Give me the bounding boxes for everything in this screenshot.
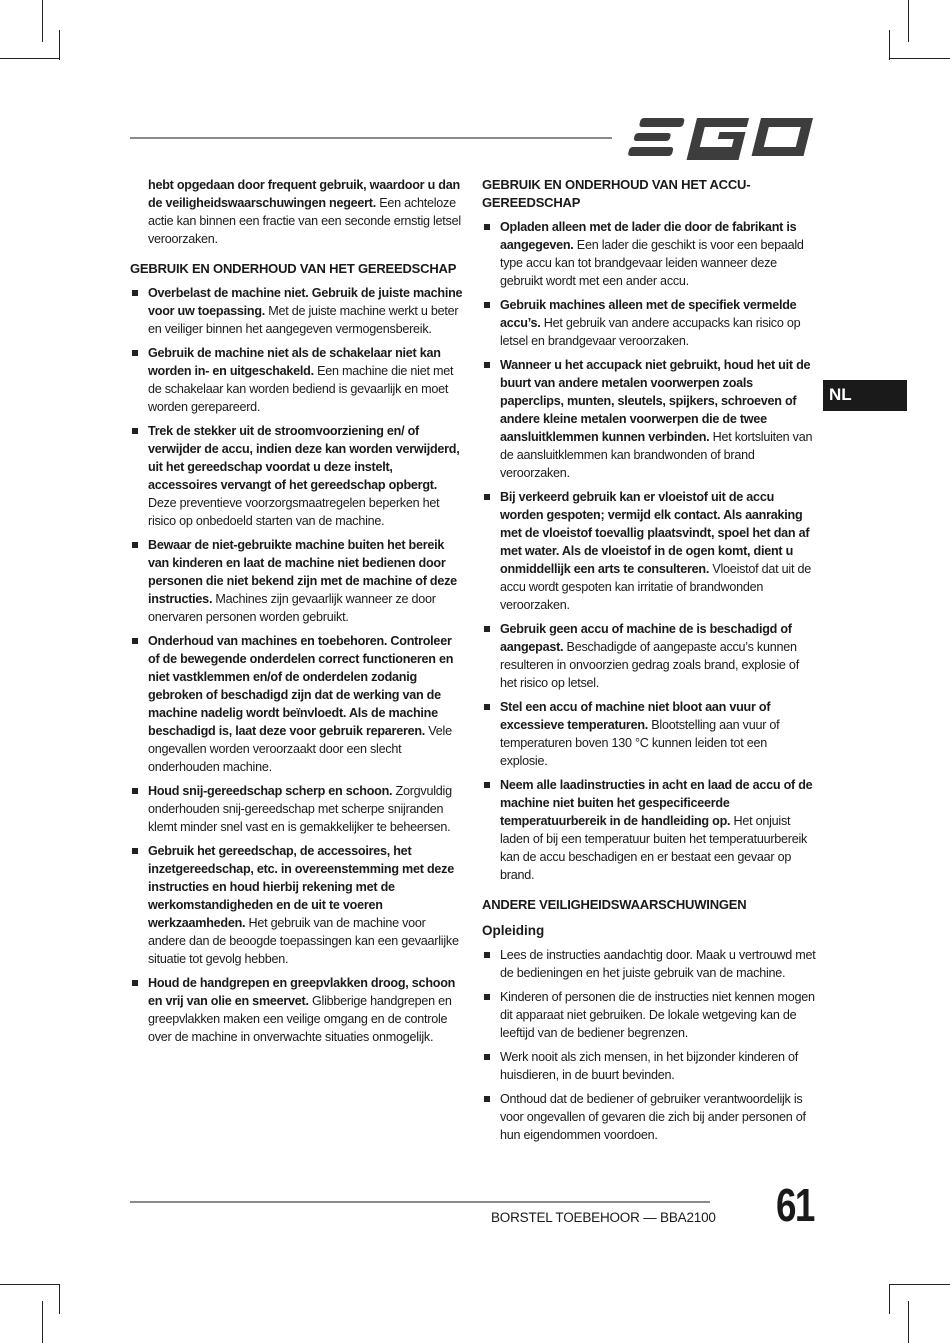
item-text: Een lader die geschikt is voor een bepaald type accu kan tot brandgevaar leiden wanneer deze gebruikt wordt met een ander accu. [500, 238, 804, 288]
list-item [130, 422, 464, 530]
list-item [482, 1090, 816, 1144]
crop-mark [908, 0, 909, 42]
crop-mark [59, 1284, 60, 1314]
list-item [482, 218, 816, 290]
list-item [482, 620, 816, 692]
crop-mark [908, 1284, 950, 1285]
list-item [482, 1048, 816, 1084]
header-rule [130, 137, 612, 139]
item-bold: Bij verkeerd gebruik kan er vloeistof uit de accu worden gespoten; vermijd elk contact. Als aanraking met de vloeistof toevallig plaatsvindt, spoel het dan af met water. Als de vloeistof in de ogen komt, dient u onmiddellijk een arts te consulteren. [500, 490, 810, 576]
list-item [130, 344, 464, 416]
bullet-icon [132, 290, 138, 296]
bullet-icon [132, 428, 138, 434]
list-item [482, 776, 816, 884]
left-column [130, 176, 464, 1052]
page-number: 61 [776, 1179, 814, 1231]
item-text: Zorgvuldig onderhouden snij-gereedschap met scherpe snijranden klemt minder snel vast en is gemakkelijker te beheersen. [148, 784, 452, 834]
bullet-icon [484, 224, 490, 230]
crop-mark [42, 0, 43, 42]
item-bold: Opladen alleen met de lader die door de fabrikant is aangegeven. [500, 220, 797, 252]
ego-logo [628, 114, 814, 160]
intro-bold: hebt opgedaan door frequent gebruik, waardoor u dan de veiligheidswaarschuwingen negeert. [148, 178, 460, 210]
item-text: Lees de instructies aandachtig door. Maak u vertrouwd met de bedieningen en het juiste gebruik van de machine. [500, 948, 816, 980]
list-item [482, 988, 816, 1042]
bullet-icon [132, 542, 138, 548]
item-bold: Bewaar de niet-gebruikte machine buiten het bereik van kinderen en laat de machine niet bedienen door personen die niet bekend zijn met de machine of deze instructies. [148, 538, 457, 606]
training-list [482, 946, 816, 1144]
item-text: Het kortsluiten van de aansluitklemmen kan brandwonden of brand veroorzaken. [500, 430, 813, 480]
item-text: Het gebruik van andere accupacks kan risico op letsel en brandgevaar veroorzaken. [500, 316, 801, 348]
item-text: Vloeistof dat uit de accu wordt gespoten kan irritatie of brandwonden veroorzaken. [500, 562, 811, 612]
language-tab [823, 380, 907, 411]
item-bold: Trek de stekker uit de stroomvoorziening en/ of verwijder de accu, indien deze kan worden verwijderd, uit het gereedschap voordat u deze instelt, accessoires vervangt of het gereedschap opbergt. [148, 424, 460, 492]
bullet-icon [484, 626, 490, 632]
crop-mark [42, 1301, 43, 1343]
list-item [130, 842, 464, 968]
item-text: Een machine die niet met de schakelaar kan worden bediend is gevaarlijk en moet worden gerepareerd. [148, 364, 454, 414]
bullet-icon [132, 848, 138, 854]
item-text: Onthoud dat de bediener of gebruiker verantwoordelijk is voor ongevallen of gevaren die zich bij ander personen of hun eigendommen voordoen. [500, 1092, 806, 1142]
bullet-icon [484, 1096, 490, 1102]
crop-mark [30, 58, 60, 59]
item-text: Werk nooit als zich mensen, in het bijzonder kinderen of huisdieren, in de buurt bevinden. [500, 1050, 798, 1082]
list-item [130, 782, 464, 836]
footer-rule [130, 1201, 710, 1203]
bullet-icon [484, 704, 490, 710]
item-text: Het gebruik van de machine voor andere dan de beoogde toepassingen kan een gevaarlijke situatie tot gevolg hebben. [148, 916, 459, 966]
crop-mark [908, 1301, 909, 1343]
bullet-icon [484, 362, 490, 368]
crop-mark [889, 30, 890, 60]
footer-doc-title: BORSTEL TOEBEHOOR — BBA2100 [491, 1210, 716, 1225]
item-bold: Houd snij-gereedschap scherp en schoon. [148, 784, 393, 798]
item-bold: Wanneer u het accupack niet gebruikt, houd het uit de buurt van andere metalen voorwerpen zoals paperclips, munten, sleutels, spijkers, schroeven of andere kleine metalen voorwerpen die de twee aansluitklemmen kunnen verbinden. [500, 358, 811, 444]
item-bold: Houd de handgrepen en greepvlakken droog, schoon en vrij van olie en smeervet. [148, 976, 456, 1008]
bullet-icon [132, 788, 138, 794]
bullet-icon [484, 1054, 490, 1060]
bullet-icon [484, 494, 490, 500]
item-bold: Gebruik het gereedschap, de accessoires, het inzetgereedschap, etc. in overeenstemming met deze instructies en houd hierbij rekening met de werkomstandigheden en de uit te voeren werkzaamheden. [148, 844, 454, 930]
tool-use-list [130, 284, 464, 1046]
language-tab-label: NL [829, 385, 852, 404]
bullet-icon [484, 952, 490, 958]
item-bold: Onderhoud van machines en toebehoren. Controleer of de bewegende onderdelen correct functioneren en niet vastklemmen en/of de onderdelen zodanig gebroken of beschadigd zijn dat de werking van de machine nadelig wordt beïnvloedt. Als de machine beschadigd is, laat deze voor gebruik repareren. [148, 634, 454, 738]
list-item [482, 296, 816, 350]
bullet-icon [484, 302, 490, 308]
right-column [482, 176, 816, 1150]
item-text: Deze preventieve voorzorgsmaatregelen beperken het risico op onbedoeld starten van de machine. [148, 496, 440, 528]
battery-tool-list [482, 218, 816, 884]
item-text: Blootstelling aan vuur of temperaturen boven 130 °C kunnen leiden tot een explosie. [500, 718, 780, 768]
item-bold: Gebruik de machine niet als de schakelaar niet kan worden in- en uitgeschakeld. [148, 346, 441, 378]
section-title-battery-tool: GEBRUIK EN ONDERHOUD VAN HET ACCU-GEREEDSCHAP [482, 177, 751, 210]
bullet-icon [484, 994, 490, 1000]
crop-mark [889, 1284, 890, 1314]
list-item [482, 946, 816, 982]
intro-text: Een achteloze actie kan binnen een fractie van een seconde ernstig letsel veroorzaken. [148, 196, 461, 246]
item-text: Kinderen of personen die de instructies niet kennen mogen dit apparaat niet gebruiken. De lokale wetgeving kan de leeftijd van de bediener begrenzen. [500, 990, 815, 1040]
bullet-icon [132, 638, 138, 644]
item-text: Vele ongevallen worden veroorzaakt door een slecht onderhouden machine. [148, 724, 452, 774]
list-item [130, 632, 464, 776]
item-text: Machines zijn gevaarlijk wanneer ze door onervaren personen worden gebruikt. [148, 592, 436, 624]
section-title-other-warnings: ANDERE VEILIGHEIDSWAARSCHUWINGEN [482, 897, 747, 912]
intro-continuation [130, 176, 464, 248]
crop-mark [908, 58, 950, 59]
list-item [482, 698, 816, 770]
crop-mark [30, 1284, 60, 1285]
item-bold: Overbelast de machine niet. Gebruik de juiste machine voor uw toepassing. [148, 286, 463, 318]
bullet-icon [132, 350, 138, 356]
item-text: Glibberige handgrepen en greepvlakken maken een veilige omgang en de controle over de machine in onverwachte situaties onmogelijk. [148, 994, 452, 1044]
crop-mark [59, 30, 60, 60]
item-bold: Gebruik geen accu of machine de is beschadigd of aangepast. [500, 622, 792, 654]
list-item [482, 488, 816, 614]
list-item [130, 974, 464, 1046]
item-text: Met de juiste machine werkt u beter en veiliger binnen het aangegeven vermogensbereik. [148, 304, 459, 336]
list-item [482, 356, 816, 482]
intro-paragraph [148, 176, 464, 248]
item-text: Beschadigde of aangepaste accu’s kunnen resulteren in onvoorzien gedrag zoals brand, explosie of het risico op letsel. [500, 640, 799, 690]
item-bold: Gebruik machines alleen met de specifiek vermelde accu’s. [500, 298, 797, 330]
list-item [130, 536, 464, 626]
section-title-tool-use: GEBRUIK EN ONDERHOUD VAN HET GEREEDSCHAP [130, 261, 457, 276]
item-bold: Stel een accu of machine niet bloot aan vuur of excessieve temperaturen. [500, 700, 771, 732]
item-bold: Neem alle laadinstructies in acht en laad de accu of de machine niet buiten het gespecificeerde temperatuurbereik in de handleiding op. [500, 778, 813, 828]
bullet-icon [132, 980, 138, 986]
item-text: Het onjuist laden of bij een temperatuur buiten het temperatuurbereik kan de accu beschadigen en er bestaat een gevaar op brand. [500, 814, 808, 882]
bullet-icon [484, 782, 490, 788]
subsection-title-training: Opleiding [482, 923, 545, 938]
list-item [130, 284, 464, 338]
